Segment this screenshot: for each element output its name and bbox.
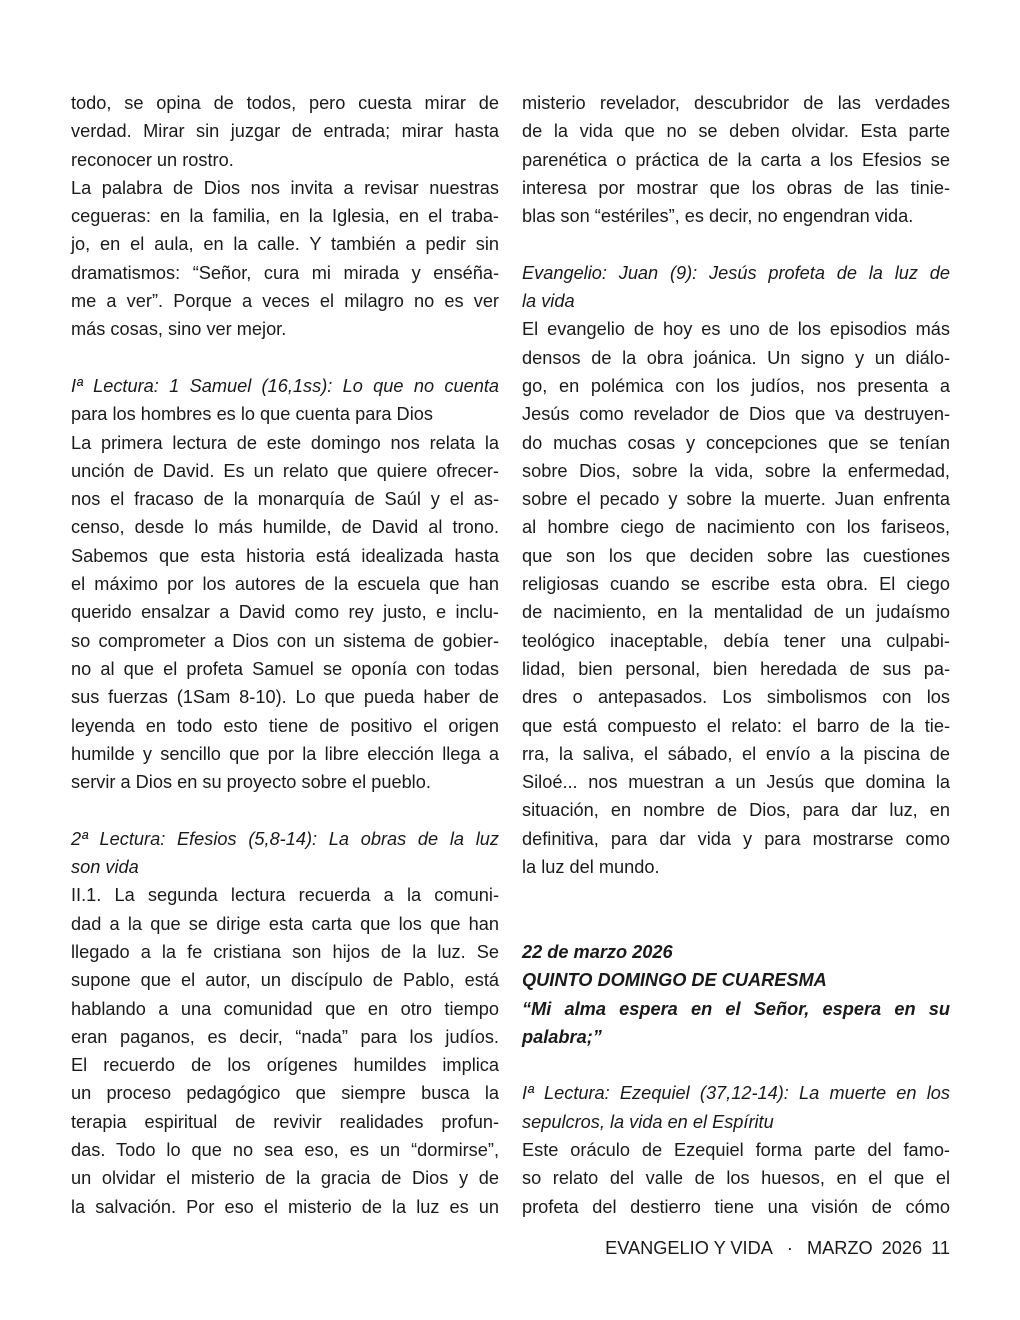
- text-line: dres o antepasados. Los simbolismos con los: [522, 687, 950, 708]
- heading-line: son vida: [71, 857, 139, 878]
- text-line: hablando a una comunidad que en otro tiempo: [71, 998, 499, 1019]
- text-line: que son los que deciden sobre las cuestiones: [522, 545, 950, 566]
- text-line: no al que el profeta Samuel se oponía con todas: [71, 658, 499, 679]
- liturgy-header: [522, 938, 950, 1051]
- section-heading: [522, 1079, 950, 1136]
- text-line: do muchas cosas y concepciones que se tenían: [522, 432, 950, 453]
- paragraph: [71, 429, 499, 797]
- heading-line: la vida: [522, 291, 575, 312]
- text-line: jo, en el aula, en la calle. Y también a pedir sin: [71, 234, 499, 255]
- text-line: II.1. La segunda lectura recuerda a la comuni-: [71, 885, 499, 906]
- text-line: La primera lectura de este domingo nos relata la: [71, 432, 499, 453]
- left-column: [71, 89, 499, 1221]
- text-line: eran paganos, es decir, “nada” para los judíos.: [71, 1026, 499, 1047]
- footer-separator: ·: [786, 1238, 793, 1258]
- text-line: terapia espiritual de revivir realidades profun-: [71, 1111, 499, 1132]
- text-line: dad a la que se dirige esta carta que los que han: [71, 913, 499, 934]
- text-line: teológico inaceptable, debía tener una culpabi-: [522, 630, 950, 651]
- text-line: servir a Dios en su proyecto sobre el pueblo.: [71, 772, 431, 793]
- text-line: la salvación. Por eso el misterio de la luz es un: [71, 1196, 499, 1217]
- page-number: 11: [931, 1238, 950, 1258]
- psalm-line: “Mi alma espera en el Señor, espera en su: [522, 998, 950, 1019]
- section-heading: [71, 372, 499, 429]
- right-column: [522, 89, 950, 1221]
- text-line: das. Todo lo que no sea eso, es un “dormirse”,: [71, 1139, 499, 1160]
- text-line: blas son “estériles”, es decir, no engendran vida.: [522, 206, 914, 227]
- text-line: la luz del mundo.: [522, 857, 660, 878]
- text-line: Jesús como revelador de Dios que va destruyen-: [522, 404, 950, 425]
- text-line: religiosas cuando se escribe esta obra. El ciego: [522, 574, 950, 595]
- issue-year: 2026: [881, 1238, 923, 1258]
- text-line: profeta del destierro tiene una visión de cómo: [522, 1196, 950, 1217]
- text-line: interesa por mostrar que los obras de las tinie-: [522, 177, 950, 198]
- text-line: de la vida que no se deben olvidar. Esta parte: [522, 121, 950, 142]
- text-line: El evangelio de hoy es uno de los episodios más: [522, 319, 950, 340]
- text-line: rra, la saliva, el sábado, el envío a la piscina de: [522, 743, 950, 764]
- text-line: so comprometer a Dios con un sistema de gobier-: [71, 630, 499, 651]
- text-line: todo, se opina de todos, pero cuesta mirar de: [71, 93, 499, 113]
- paragraph: [71, 174, 499, 344]
- publication-name: EVANGELIO Y VIDA: [605, 1238, 773, 1258]
- issue-month: MARZO: [806, 1238, 873, 1258]
- paragraph: [71, 881, 499, 1221]
- text-line: sus fuerzas (1Sam 8-10). Lo que pueda haber de: [71, 687, 499, 708]
- text-line: más cosas, sino ver mejor.: [71, 319, 287, 340]
- text-line: un proceso pedagógico que siempre busca la: [71, 1083, 499, 1104]
- text-line: go, en polémica con los judíos, nos presenta a: [522, 375, 950, 396]
- psalm-line: palabra;”: [522, 1026, 602, 1047]
- text-line: al hombre ciego de nacimiento con los fariseos,: [522, 517, 950, 538]
- paragraph: [522, 1136, 950, 1221]
- text-line: llegado a la fe cristiana son hijos de la luz. Se: [71, 941, 499, 962]
- text-line: reconocer un rostro.: [71, 149, 234, 170]
- section-heading: [71, 825, 499, 882]
- text-line: cegueras: en la familia, en la Iglesia, en el traba-: [71, 206, 499, 227]
- text-line: que está compuesto el relato: el barro de la tie-: [522, 715, 950, 736]
- text-line: verdad. Mirar sin juzgar de entrada; mirar hasta: [71, 121, 499, 142]
- heading-line: sepulcros, la vida en el Espíritu: [522, 1111, 774, 1132]
- text-line: dramatismos: “Señor, cura mi mirada y enséña-: [71, 262, 499, 283]
- text-line: Este oráculo de Ezequiel forma parte del famo-: [522, 1139, 950, 1160]
- sunday-title: QUINTO DOMINGO DE CUARESMA: [522, 970, 827, 991]
- text-line: sobre el pecado y sobre la muerte. Juan enfrenta: [522, 489, 950, 510]
- text-line: misterio revelador, descubridor de las verdades: [522, 93, 950, 113]
- text-line: definitiva, para dar vida y para mostrarse como: [522, 828, 950, 849]
- text-line: de nacimiento, en la mentalidad de un judaísmo: [522, 602, 950, 623]
- heading-line: Iª Lectura: Ezequiel (37,12-14): La muerte en los: [522, 1083, 950, 1104]
- text-line: parenética o práctica de la carta a los Efesios se: [522, 149, 950, 170]
- text-line: lidad, bien personal, bien heredada de sus pa-: [522, 658, 950, 679]
- text-line: me a ver”. Porque a veces el milagro no es ver: [71, 291, 499, 312]
- heading-line: Evangelio: Juan (9): Jesús profeta de la luz de: [522, 262, 950, 283]
- section-heading: [522, 259, 950, 316]
- liturgy-date: 22 de marzo 2026: [522, 941, 673, 962]
- text-line: La palabra de Dios nos invita a revisar nuestras: [71, 177, 499, 198]
- text-line: Sabemos que esta historia está idealizada hasta: [71, 545, 499, 566]
- page-footer: [605, 1236, 950, 1260]
- text-line: sobre Dios, sobre la vida, sobre la enfermedad,: [522, 460, 950, 481]
- text-line: nos el fracaso de la monarquía de Saúl y el as-: [71, 489, 499, 510]
- heading-line: 2ª Lectura: Efesios (5,8-14): La obras de la luz: [71, 828, 499, 849]
- paragraph: [522, 89, 950, 230]
- text-line: Siloé... nos muestran a un Jesús que domina la: [522, 772, 950, 793]
- text-line: situación, en nombre de Dios, para dar luz, en: [522, 800, 950, 821]
- text-line: leyenda en todo esto tiene de positivo el origen: [71, 715, 499, 736]
- paragraph: [522, 315, 950, 881]
- text-line: supone que el autor, un discípulo de Pablo, está: [71, 970, 499, 991]
- text-line: censo, desde lo más humilde, de David al trono.: [71, 517, 499, 538]
- text-line: unción de David. Es un relato que quiere ofrecer-: [71, 460, 499, 481]
- text-line: densos de la obra joánica. Un signo y un diálo-: [522, 347, 950, 368]
- text-line: querido ensalzar a David como rey justo, e inclu-: [71, 602, 499, 623]
- paragraph: [71, 89, 499, 174]
- text-line: El recuerdo de los orígenes humildes implica: [71, 1055, 499, 1076]
- text-line: un olvidar el misterio de la gracia de Dios y de: [71, 1168, 499, 1189]
- heading-line: Iª Lectura: 1 Samuel (16,1ss): Lo que no cuenta: [71, 375, 499, 396]
- text-line: el máximo por los autores de la escuela que han: [71, 574, 499, 595]
- heading-line: para los hombres es lo que cuenta para Dios: [71, 404, 433, 425]
- text-line: so relato del valle de los huesos, en el que el: [522, 1168, 950, 1189]
- text-line: humilde y sencillo que por la libre elección llega a: [71, 743, 499, 764]
